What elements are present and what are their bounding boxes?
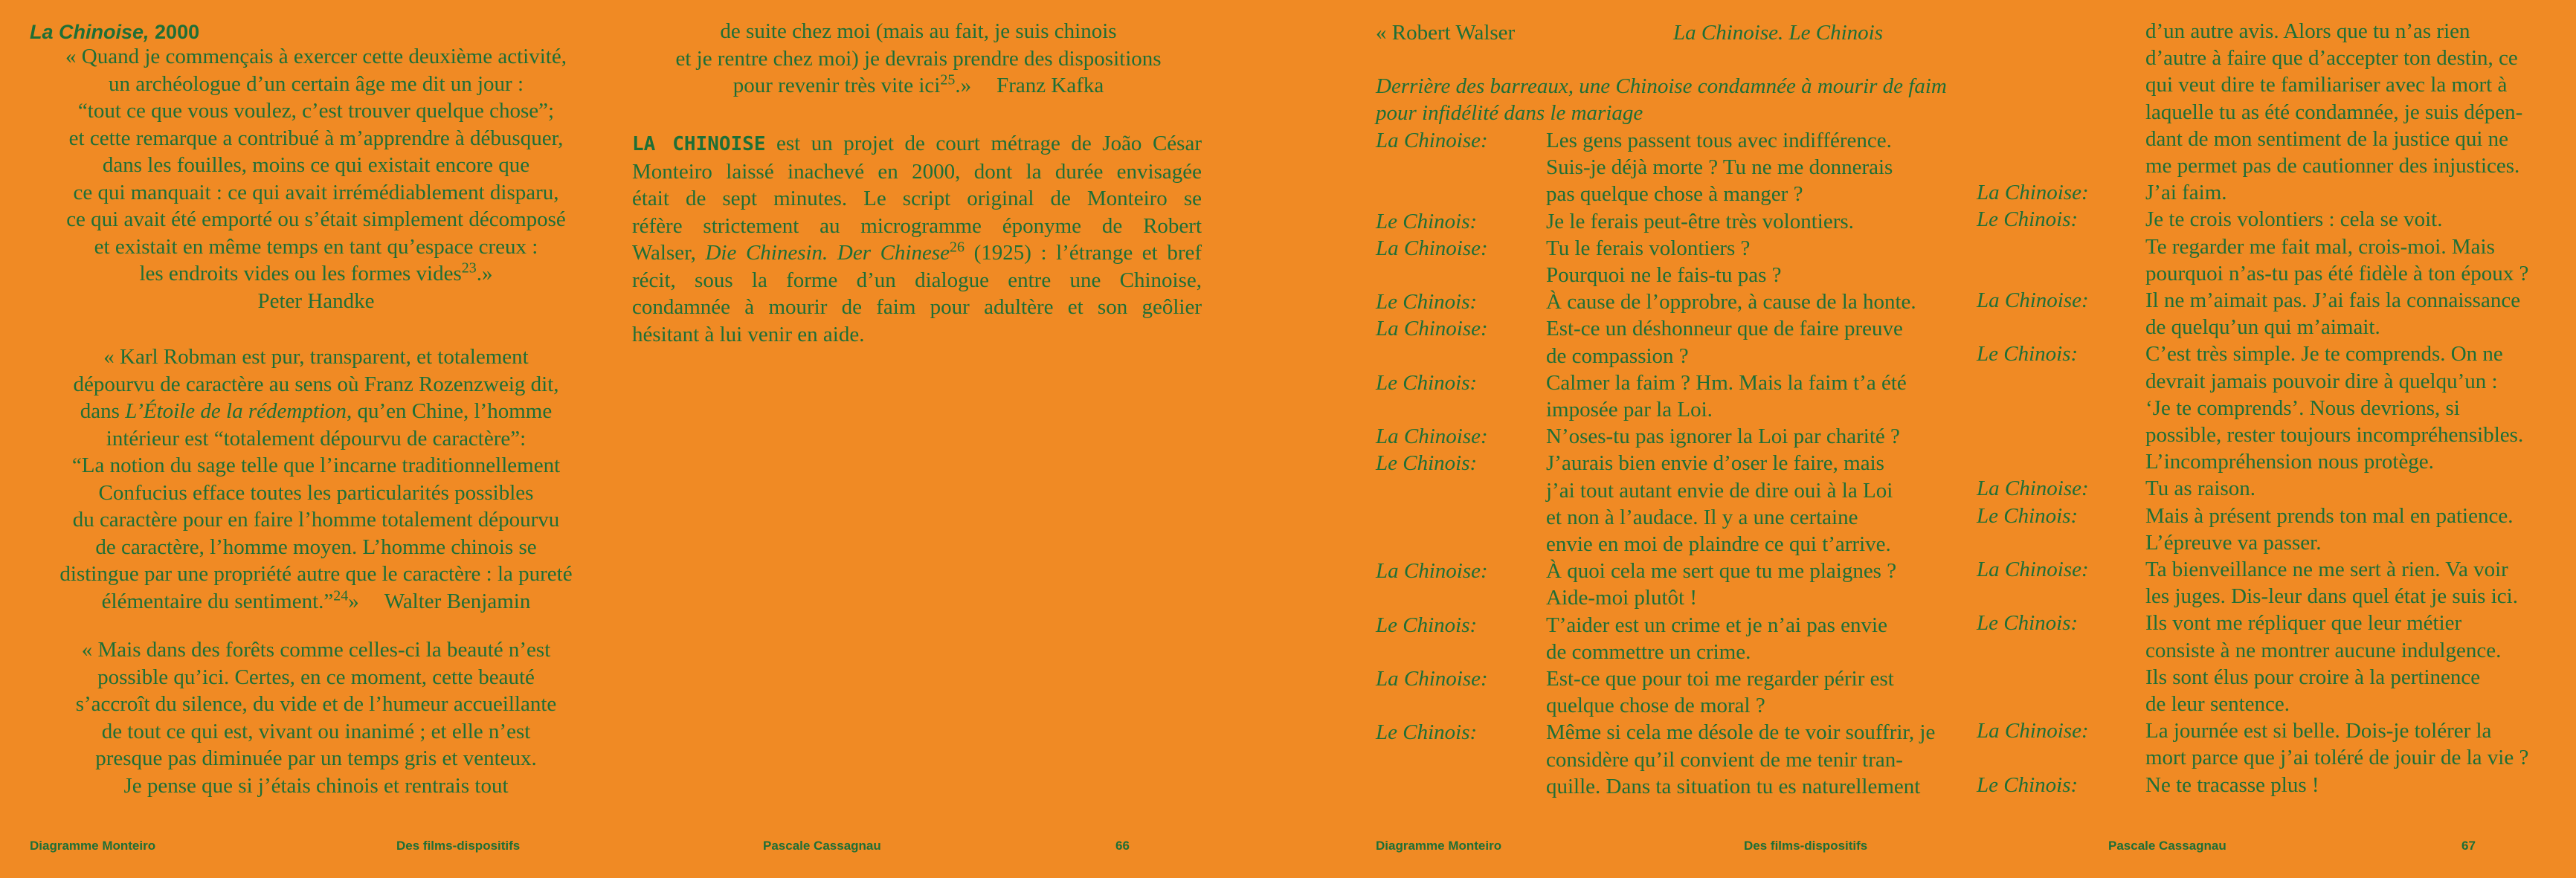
dialogue-text — [2145, 610, 2501, 717]
book-title: Die Chinesin. Der Chinese — [705, 241, 950, 265]
speaker-name: Le Chinois — [1977, 611, 2071, 636]
dialogue-line: d’un autre avis. Alors que tu n’as rien — [2145, 19, 2470, 43]
speaker-label — [1376, 423, 1546, 450]
dialogue-text — [2145, 772, 2319, 798]
speaker-colon: : — [2070, 207, 2078, 232]
dialogue-line: Est-ce que pour toi me regarder périr est — [1546, 667, 1894, 691]
dialogue-line: pas quelque chose à manger ? — [1546, 182, 1803, 207]
speaker-label — [1376, 288, 1546, 315]
dialogue-line: Ne te tracasse plus ! — [2145, 772, 2319, 797]
quote-line: dans les fouilles, moins ce qui existait encore que — [102, 153, 530, 177]
dialogue-text — [2145, 475, 2255, 502]
dialogue-text — [2145, 717, 2528, 771]
brand-la-chinoise: LA CHINOISE — [632, 133, 766, 155]
speaker-colon: : — [2081, 719, 2089, 743]
speaker-name: La Chinoise — [1376, 425, 1481, 449]
dialogue-line: J’aurais bien envie d’oser le faire, mais — [1546, 451, 1884, 476]
dialogue-text — [2145, 340, 2523, 475]
speaker-name: Le Chinois — [1376, 451, 1470, 476]
dialogue-text — [1546, 288, 1916, 315]
dialogue-line: C’est très simple. Je te comprends. On ne — [2145, 342, 2503, 367]
speaker-colon: : — [1469, 370, 1478, 395]
dialogue-turn — [1376, 719, 1971, 800]
dialogue-line: possible, rester toujours incompréhensibles. — [2145, 423, 2524, 448]
dialogue-text — [1546, 450, 1893, 558]
speaker-colon: : — [2070, 342, 2078, 367]
dialogue-line: d’autre à faire que d’accepter ton destin, ce — [2145, 46, 2518, 71]
quote-close: .» — [955, 74, 972, 97]
chapter-title — [30, 21, 199, 44]
quote-line: et existait en même temps en tant qu’espace creux : — [94, 234, 538, 259]
dialogue-turn — [1977, 179, 2572, 206]
quote-line — [30, 260, 602, 288]
dialogue-line: Suis-je déjà morte ? Tu ne me donnerais — [1546, 155, 1893, 180]
dialogue-line: imposée par la Loi. — [1546, 398, 1713, 422]
quote-line: Je pense que si j’étais chinois et rentrais tout — [123, 773, 509, 798]
quote-line — [30, 398, 602, 425]
dialogue-turn — [1376, 450, 1971, 558]
dialogue-text — [1546, 423, 1900, 450]
dialogue-line: Je te crois volontiers : cela se voit. — [2145, 207, 2443, 232]
dialogue-turn — [1977, 556, 2572, 610]
footnote-ref: 24 — [333, 587, 349, 604]
dialogue-turn — [1977, 610, 2572, 717]
speaker-label — [1376, 208, 1546, 235]
quote-text: , qu’en Chine, l’homme — [346, 399, 553, 423]
dialogue-line: N’oses-tu pas ignorer la Loi par charité ? — [1546, 425, 1900, 449]
dialogue-line: Les gens passent tous avec indifférence. — [1546, 129, 1892, 152]
dialogue-line: Je le ferais peut-être très volontiers. — [1546, 209, 1854, 233]
speaker-colon: : — [1481, 667, 1488, 691]
quote-line: ce qui avait été emporté ou s’était simplement décomposé — [66, 207, 566, 231]
dialogue-text — [2145, 18, 2522, 179]
dialogue-turn — [1977, 475, 2572, 502]
speaker-colon: : — [1481, 559, 1488, 584]
quote-line: “La notion du sage telle que l’incarne traditionnellement — [71, 453, 561, 477]
dialogue-turn — [1376, 127, 1971, 208]
dialogue-text — [1546, 369, 1907, 423]
quote-author: Franz Kafka — [996, 74, 1104, 97]
speaker-name: La Chinoise — [1977, 558, 2081, 582]
dialogue-turn — [1977, 287, 2572, 340]
speaker-colon: : — [1469, 209, 1478, 233]
footer-left: Diagramme Monteiro — [30, 839, 156, 853]
speaker-label — [1376, 315, 1546, 369]
dialogue-line: L’incompréhension nous protège. — [2145, 450, 2434, 474]
quote-line: possible qu’ici. Certes, en ce moment, cette beauté — [97, 665, 535, 689]
footer-author: Pascale Cassagnau — [763, 839, 881, 853]
speaker-colon: : — [2081, 181, 2089, 205]
dialogue-text — [1546, 208, 1854, 235]
dialogue-line: de leur sentence. — [2145, 692, 2290, 717]
speaker-label — [1977, 287, 2145, 340]
speaker-label — [1376, 369, 1546, 423]
speaker-colon: : — [1469, 290, 1478, 314]
dialogue-text — [2145, 556, 2518, 610]
footnote-ref: 25 — [940, 71, 956, 88]
dialogue-text — [1546, 612, 1887, 665]
quote-author: Walter Benjamin — [384, 589, 531, 613]
quote-line: un archéologue d’un certain âge me dit un jour : — [108, 71, 524, 96]
dialogue-line: Tu as raison. — [2145, 477, 2255, 501]
footnote-ref: 23 — [461, 259, 477, 277]
book-title: L’Étoile de la rédemption — [125, 399, 347, 423]
dialogue-line: considère qu’il convient de me tenir tran- — [1546, 747, 1903, 772]
dialogue-text — [2145, 206, 2528, 287]
speaker-colon: : — [1469, 451, 1478, 476]
speaker-colon: : — [1481, 236, 1488, 260]
speaker-colon: : — [2081, 477, 2089, 501]
dialogue-line: mort parce que j’ai toléré de jouir de la vie ? — [2145, 746, 2529, 770]
footnote-ref: 26 — [950, 239, 965, 256]
dialogue-line: J’ai faim. — [2145, 181, 2227, 205]
dialogue-text — [2145, 287, 2520, 340]
speaker-name: Le Chinois — [1376, 209, 1470, 233]
dialogue-line: Tu le ferais volontiers ? — [1546, 236, 1751, 260]
speaker-colon: : — [1469, 613, 1478, 637]
dialogue-line: Pourquoi ne le fais-tu pas ? — [1546, 263, 1782, 288]
dialogue-line: laquelle tu as été condamnée, je suis dépen- — [2145, 100, 2523, 124]
dialogue-column-left — [1376, 127, 1971, 800]
dialogue-line: T’aider est un crime et je n’ai pas envie — [1546, 613, 1887, 637]
dialogue-turn — [1977, 717, 2572, 771]
quote-close: » — [348, 589, 359, 613]
epigraph-kafka-end — [632, 18, 1205, 100]
speaker-name: La Chinoise — [1376, 317, 1481, 341]
speaker-label — [1977, 340, 2145, 475]
title-year: 2000 — [149, 21, 200, 43]
speaker-name: Le Chinois — [1376, 290, 1470, 314]
speaker-label — [1977, 556, 2145, 610]
quote-line: ce qui manquait : ce qui avait irrémédiablement disparu, — [73, 180, 559, 204]
dialogue-turn — [1376, 315, 1971, 369]
dialogue-line: et non à l’audace. Il y a une certaine — [1546, 505, 1858, 529]
dialogue-line: quelque chose de moral ? — [1546, 694, 1765, 718]
footer-center: Des films-dispositifs — [1744, 839, 1868, 853]
quote-line: Confucius efface toutes les particularités possibles — [98, 480, 534, 505]
dialogue-turn — [1376, 208, 1971, 235]
speaker-label — [1376, 235, 1546, 288]
dialogue-turn — [1376, 288, 1971, 315]
dialogue-line: consiste à ne montrer aucune indulgence. — [2145, 638, 2502, 662]
speaker-name: Le Chinois — [1977, 503, 2071, 528]
quote-line: « Karl Robman est pur, transparent, et totalement — [103, 345, 529, 369]
dialogue-text — [1546, 719, 1935, 800]
speaker-label — [1977, 772, 2145, 798]
dialogue-line: Même si cela me désole de te voir souffrir, je — [1546, 720, 1936, 745]
speaker-name: Le Chinois — [1376, 613, 1470, 637]
quote-text: élémentaire du sentiment.” — [101, 589, 334, 613]
speaker-name: Le Chinois — [1977, 342, 2071, 367]
speaker-name: Le Chinois — [1376, 720, 1470, 745]
quote-text: les endroits vides ou les formes vides — [139, 262, 462, 285]
dialogue-line: L’épreuve va passer. — [2145, 530, 2322, 555]
dialogue-text — [1546, 235, 1782, 288]
speaker-colon: : — [1481, 129, 1488, 152]
quote-line: distingue par une propriété autre que le caractère : la pureté — [59, 562, 573, 586]
dialogue-line: La journée est si belle. Dois-je tolérer la — [2145, 719, 2492, 743]
speaker-colon: : — [2081, 288, 2089, 313]
speaker-colon: : — [2070, 503, 2078, 528]
quote-line: « Quand je commençais à exercer cette deuxième activité, — [65, 45, 567, 68]
walser-title: La Chinoise. Le Chinois — [1673, 21, 1883, 45]
speaker-label — [1376, 558, 1546, 611]
dialogue-line: À quoi cela me sert que tu me plaignes ? — [1546, 559, 1897, 584]
epigraph-kafka-start — [30, 636, 602, 799]
speaker-name: La Chinoise — [1376, 129, 1481, 152]
speaker-name: La Chinoise — [1376, 667, 1481, 691]
quote-line: s’accroît du silence, du vide et de l’humeur accueillante — [75, 692, 557, 716]
quote-line — [632, 72, 1205, 100]
dialogue-line: devrait jamais pouvoir dire à quelqu’un : — [2145, 369, 2498, 393]
dialogue-line: Te regarder me fait mal, crois-moi. Mais — [2145, 234, 2495, 259]
dialogue-turn — [1376, 558, 1971, 611]
quote-line: de suite chez moi (mais au fait, je suis chinois — [720, 19, 1117, 43]
footer-center: Des films-dispositifs — [396, 839, 521, 853]
dialogue-line: Mais à présent prends ton mal en patience. — [2145, 503, 2514, 528]
dialogue-line: À cause de l’opprobre, à cause de la honte. — [1546, 290, 1916, 314]
speaker-label — [1977, 717, 2145, 771]
dialogue-turn — [1376, 235, 1971, 288]
speaker-name: La Chinoise — [1977, 288, 2081, 313]
dialogue-line: dant de mon sentiment de la justice qui ne — [2145, 126, 2509, 151]
speaker-name: La Chinoise — [1977, 719, 2081, 743]
speaker-colon: : — [1469, 720, 1478, 745]
speaker-name: La Chinoise — [1977, 477, 2081, 501]
quote-line: presque pas diminuée par un temps gris et venteux. — [95, 746, 537, 770]
quote-text: pour revenir très vite ici — [732, 74, 941, 97]
speaker-label — [1376, 665, 1546, 719]
dialogue-line: Ta bienveillance ne me sert à rien. Va voir — [2145, 558, 2508, 582]
speaker-label — [1977, 503, 2145, 556]
dialogue-line: qui veut dire te familiariser avec la mort à — [2145, 73, 2508, 97]
speaker-label — [1376, 127, 1546, 208]
intro-paragraph: LA CHINOISE est un projet de court métrage de João César Monteiro laissé inachevé en 2000, dont la durée envisagée était de sept minutes. Le script original de Monteiro se réfère strictement au microgramme éponyme de Robert Walser, Die Chinesin. Der Chinese$^{26}$ (1925) : l’étrange et bref récit, sous la forme d’un dialogue entre une Chinoise, condamnée à mourir de faim pour adultère et son geôlier hésitant à lui venir en aide. — [632, 132, 1202, 346]
title-work: La Chinoise, — [30, 21, 149, 43]
dialogue-turn — [1977, 340, 2572, 475]
dialogue-line: ‘Je te comprends’. Nous devrions, si — [2145, 396, 2460, 420]
speaker-name: La Chinoise — [1977, 181, 2081, 205]
dialogue-turn — [1977, 503, 2572, 556]
quote-line: et je rentre chez moi) je devrais prendre des dispositions — [675, 46, 1162, 71]
dialogue-text — [1546, 665, 1894, 719]
speaker-colon: : — [1481, 317, 1488, 341]
walser-author: « Robert Walser — [1376, 21, 1516, 45]
dialogue-line: me permet pas de cautionner des injustices. — [2145, 154, 2520, 178]
dialogue-line: de commettre un crime. — [1546, 639, 1751, 664]
speaker-name: La Chinoise — [1376, 236, 1481, 260]
quote-line: de caractère, l’homme moyen. L’homme chinois se — [95, 535, 537, 559]
quote-text: dans — [80, 399, 126, 423]
speaker-label — [1977, 18, 2145, 179]
dialogue-turn — [1376, 423, 1971, 450]
dialogue-turn — [1376, 612, 1971, 665]
dialogue-line: envie en moi de plaindre ce qui t’arrive. — [1546, 532, 1891, 557]
dialogue-turn — [1376, 369, 1971, 423]
speaker-label — [1376, 612, 1546, 665]
speaker-colon: : — [2070, 611, 2078, 636]
dialogue-turn — [1977, 206, 2572, 287]
speaker-label — [1977, 179, 2145, 206]
quote-line: dépourvu de caractère au sens où Franz Rozenzweig dit, — [73, 372, 559, 396]
dialogue-line: j’ai tout autant envie de dire oui à la Loi — [1546, 478, 1893, 503]
dialogue-text — [1546, 127, 1893, 208]
dialogue-turn — [1376, 665, 1971, 719]
speaker-colon: : — [1481, 425, 1488, 449]
speaker-label — [1376, 450, 1546, 558]
speaker-name: Le Chinois — [1376, 370, 1470, 395]
dialogue-line: Aide-moi plutôt ! — [1546, 586, 1697, 610]
dialogue-line: Est-ce un déshonneur que de faire preuve — [1546, 317, 1903, 341]
page-number: 67 — [2461, 839, 2476, 853]
dialogue-text — [1546, 315, 1903, 369]
speaker-colon: : — [2070, 772, 2078, 797]
dialogue-line: de quelqu’un qui m’aimait. — [2145, 315, 2380, 340]
speaker-label — [1376, 719, 1546, 800]
quote-line — [30, 588, 602, 616]
quote-line: du caractère pour en faire l’homme totalement dépourvu — [72, 508, 560, 532]
speaker-label — [1977, 206, 2145, 287]
dialogue-text — [1546, 558, 1896, 611]
quote-line: de tout ce qui est, vivant ou inanimé ; et elle n’est — [101, 719, 531, 743]
dialogue-line: Calmer la faim ? Hm. Mais la faim t’a été — [1546, 370, 1907, 395]
quote-line: intérieur est “totalement dépourvu de caractère”: — [106, 426, 527, 451]
speaker-colon: : — [2081, 558, 2089, 582]
quote-line: « Mais dans des forêts comme celles-ci la beauté n’est — [81, 638, 551, 662]
dialogue-line: les juges. Dis-leur dans quel état je suis ici. — [2145, 584, 2518, 609]
quote-line: et cette remarque a contribué à m’apprendre à débusquer, — [68, 126, 564, 150]
dialogue-line: quille. Dans ta situation tu es naturellement — [1546, 774, 1921, 798]
footer-author: Pascale Cassagnau — [2108, 839, 2226, 853]
dialogue-line: Ils vont me répliquer que leur métier — [2145, 611, 2462, 636]
dialogue-turn — [1977, 772, 2572, 798]
dialogue-line: Il ne m’aimait pas. J’ai fais la connaissance — [2145, 288, 2521, 313]
quote-line: “tout ce que vous voulez, c’est trouver quelque chose”; — [77, 99, 555, 123]
footer-left: Diagramme Monteiro — [1376, 839, 1502, 853]
epigraph-benjamin — [30, 343, 602, 615]
page-number: 66 — [1115, 839, 1130, 853]
speaker-name: Le Chinois — [1977, 772, 2071, 797]
dialogue-text — [2145, 179, 2227, 206]
dialogue-line: Ils sont élus pour croire à la pertinence — [2145, 665, 2481, 689]
speaker-label — [1977, 610, 2145, 717]
dialogue-line: pourquoi n’as-tu pas été fidèle à ton époux ? — [2145, 261, 2529, 285]
speaker-label — [1977, 475, 2145, 502]
dialogue-text — [2145, 503, 2513, 556]
speaker-name: Le Chinois — [1977, 207, 2071, 232]
epigraph-handke — [30, 43, 602, 314]
dialogue-line: de compassion ? — [1546, 343, 1689, 368]
quote-close: .» — [476, 262, 493, 285]
stage-direction: Derrière des barreaux, une Chinoise condamnée à mourir de faim pour infidélité dans le mariage — [1376, 74, 1947, 126]
speaker-name: La Chinoise — [1376, 559, 1481, 584]
dialogue-turn — [1977, 18, 2572, 179]
quote-author: Peter Handke — [257, 288, 375, 313]
dialogue-column-right — [1977, 18, 2572, 798]
